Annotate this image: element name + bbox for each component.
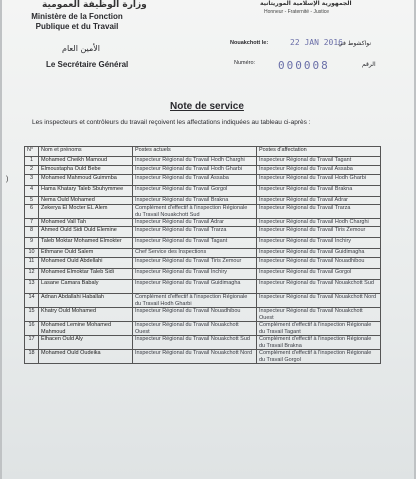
person-name: Adnan Abdallahi Haballah — [39, 294, 133, 308]
row-number: 8 — [25, 227, 39, 238]
new-post: Inspecteur Régional du Travail Inchiry — [257, 238, 381, 249]
row-number: 18 — [25, 350, 39, 364]
new-post: Inspecteur Régional du Travail Tagant — [257, 157, 381, 166]
person-name: Mohamed Lemine Mohamed Mahmoud — [39, 322, 133, 336]
new-post: Inspecteur Régional du Travail Nouakchott Ouest — [257, 308, 381, 322]
table-row — [25, 322, 381, 336]
intro-paragraph: Les inspecteurs et contrôleurs du travail reçoivent les affectations indiquées au tableau ci-après : — [32, 119, 311, 126]
new-post: Inspecteur Régional du Travail Brakna — [257, 186, 381, 197]
current-post: Inspecteur Régional du Travail Assaba — [133, 175, 257, 186]
new-post: Inspecteur Régional du Travail Nouakchott Sud — [257, 280, 381, 294]
current-post: Complément d'effectif à l'inspection Régionale du Travail Hodh Gharbi — [133, 294, 257, 308]
row-number: 16 — [25, 322, 39, 336]
new-post: Inspecteur Régional du Travail Hodh Charghi — [257, 219, 381, 227]
current-post: Inspecteur Régional du Travail Brakna — [133, 197, 257, 205]
table-row — [25, 294, 381, 308]
new-post: Inspecteur Régional du Travail Hodh Gharbi — [257, 175, 381, 186]
col-header-current-post: Postes actuels — [133, 147, 257, 157]
document-page — [2, 0, 414, 479]
current-post: Inspecteur Régional du Travail Nouakchott Sud — [133, 336, 257, 350]
table-row — [25, 157, 381, 166]
table-row — [25, 166, 381, 175]
row-number: 9 — [25, 238, 39, 249]
current-post: Inspecteur Régional du Travail Gorgol — [133, 186, 257, 197]
current-post: Inspecteur Régional du Travail Trarza — [133, 227, 257, 238]
new-post: Complément d'effectif à l'inspection Régionale du Travail Tagant — [257, 322, 381, 336]
row-number: 4 — [25, 186, 39, 197]
new-post: Complément d'effectif à l'inspection Régionale du Travail Brakna — [257, 336, 381, 350]
row-number: 5 — [25, 197, 39, 205]
person-name: Mohamed Ould Oudeika — [39, 350, 133, 364]
current-post: Inspecteur Régional du Travail Adrar — [133, 219, 257, 227]
current-post: Complément d'effectif à l'inspection Régionale du Travail Nouakchott Sud — [133, 205, 257, 219]
ministry-arabic-header: وزارة الوظيفة العمومية — [42, 0, 147, 10]
current-post: Inspecteur Régional du Travail Guidimagha — [133, 280, 257, 294]
current-post: Inspecteur Régional du Travail Hodh Gharbi — [133, 166, 257, 175]
current-post: Inspecteur Régional du Travail Tagant — [133, 238, 257, 249]
new-post: Inspecteur Régional du Travail Adrar — [257, 197, 381, 205]
col-header-new-post: Postes d'affectation — [257, 147, 381, 157]
table-row — [25, 186, 381, 197]
table-row — [25, 175, 381, 186]
new-post: Inspecteur Régional du Travail Nouakchott Nord — [257, 294, 381, 308]
table-row — [25, 350, 381, 364]
person-name: Mohamed Mahmoud Guimmba — [39, 175, 133, 186]
date-label: Nouakchott le: — [230, 40, 269, 46]
person-name: Lasane Camara Babaly — [39, 280, 133, 294]
person-name: Mohamed Elmoktar Taleb Sidi — [39, 269, 133, 280]
row-number: 12 — [25, 269, 39, 280]
new-post: Inspecteur Régional du Travail Nouadhibou — [257, 258, 381, 269]
row-number: 17 — [25, 336, 39, 350]
new-post: Inspecteur Régional du Travail Assaba — [257, 166, 381, 175]
document-title: Note de service — [170, 101, 244, 112]
number-label-arabic: الرقم — [362, 61, 376, 68]
person-name: Khatry Ould Mohamed — [39, 308, 133, 322]
current-post: Inspecteur Régional du Travail Hodh Charghi — [133, 157, 257, 166]
person-name: Ahmed Ould Sidi Ould Elemine — [39, 227, 133, 238]
person-name: Mohamed Ould Abdellahi — [39, 258, 133, 269]
table-row — [25, 280, 381, 294]
new-post: Inspecteur Régional du Travail Gorgol — [257, 269, 381, 280]
person-name: Taleb Moktar Mohamed Elmokter — [39, 238, 133, 249]
table-header-row — [25, 147, 381, 157]
table-row — [25, 227, 381, 238]
row-number: 7 — [25, 219, 39, 227]
row-number: 3 — [25, 175, 39, 186]
table-row — [25, 205, 381, 219]
number-stamp: 000008 — [278, 59, 330, 72]
person-name: Ethmane Ould Salem — [39, 249, 133, 258]
person-name: Elhacen Ould Aly — [39, 336, 133, 350]
date-stamp: 22 JAN 2016 — [290, 38, 343, 47]
current-post: Inspecteur Régional du Travail Nouakchott Ouest — [133, 322, 257, 336]
assignment-table — [24, 146, 381, 364]
motto: Honneur - Fraternité - Justice — [264, 9, 330, 15]
table-row — [25, 258, 381, 269]
person-name: Hama Khatary Taleb Sbuhymmee — [39, 186, 133, 197]
row-number: 1 — [25, 157, 39, 166]
row-number: 14 — [25, 294, 39, 308]
number-label: Numéro: — [234, 60, 256, 66]
current-post: Inspecteur Régional du Travail Nouadhibou — [133, 308, 257, 322]
row-number: 10 — [25, 249, 39, 258]
current-post: Inspecteur Régional du Travail Inchiry — [133, 269, 257, 280]
secretary-general: Le Secrétaire Général — [46, 60, 129, 69]
handwritten-mark: ) — [6, 176, 9, 183]
person-name: Zekerya El Mocter EL Alem — [39, 205, 133, 219]
table-row — [25, 336, 381, 350]
table-row — [25, 197, 381, 205]
date-label-arabic: نواكشوط في — [338, 40, 372, 47]
row-number: 13 — [25, 280, 39, 294]
current-post: Inspecteur Régional du Travail Tiris Zemour — [133, 258, 257, 269]
row-number: 15 — [25, 308, 39, 322]
new-post: Inspecteur Régional du Travail Tiris Zemour — [257, 227, 381, 238]
col-header-name: Nom et prénoms — [39, 147, 133, 157]
row-number: 2 — [25, 166, 39, 175]
ministry-name: Ministère de la Fonction Publique et du Travail — [31, 12, 123, 31]
row-number: 11 — [25, 258, 39, 269]
table-row — [25, 269, 381, 280]
person-name: Mohamed Vall Tah — [39, 219, 133, 227]
person-name: Elmoustapha Ould Bebe — [39, 166, 133, 175]
row-number: 6 — [25, 205, 39, 219]
new-post: Complément d'effectif à l'inspection Régionale du Travail Gorgol — [257, 350, 381, 364]
col-header-number: N° — [25, 147, 39, 157]
secretary-general-arabic: الأمين العام — [62, 44, 101, 53]
table-body — [25, 157, 381, 364]
republic-arabic-header: الجمهورية الإسلامية الموريتانية — [260, 0, 352, 7]
new-post: Inspecteur Régional du Travail Trarza — [257, 205, 381, 219]
person-name: Nema Ould Mohamed — [39, 197, 133, 205]
table-row — [25, 249, 381, 258]
table-row — [25, 219, 381, 227]
person-name: Mohamed Cheikh Mamoud — [39, 157, 133, 166]
table-row — [25, 308, 381, 322]
new-post: Inspecteur Régional du Travail Guidimagha — [257, 249, 381, 258]
table-row — [25, 238, 381, 249]
current-post: Chef Service des Inspections — [133, 249, 257, 258]
current-post: Inspecteur Régional du Travail Nouakchott Nord — [133, 350, 257, 364]
